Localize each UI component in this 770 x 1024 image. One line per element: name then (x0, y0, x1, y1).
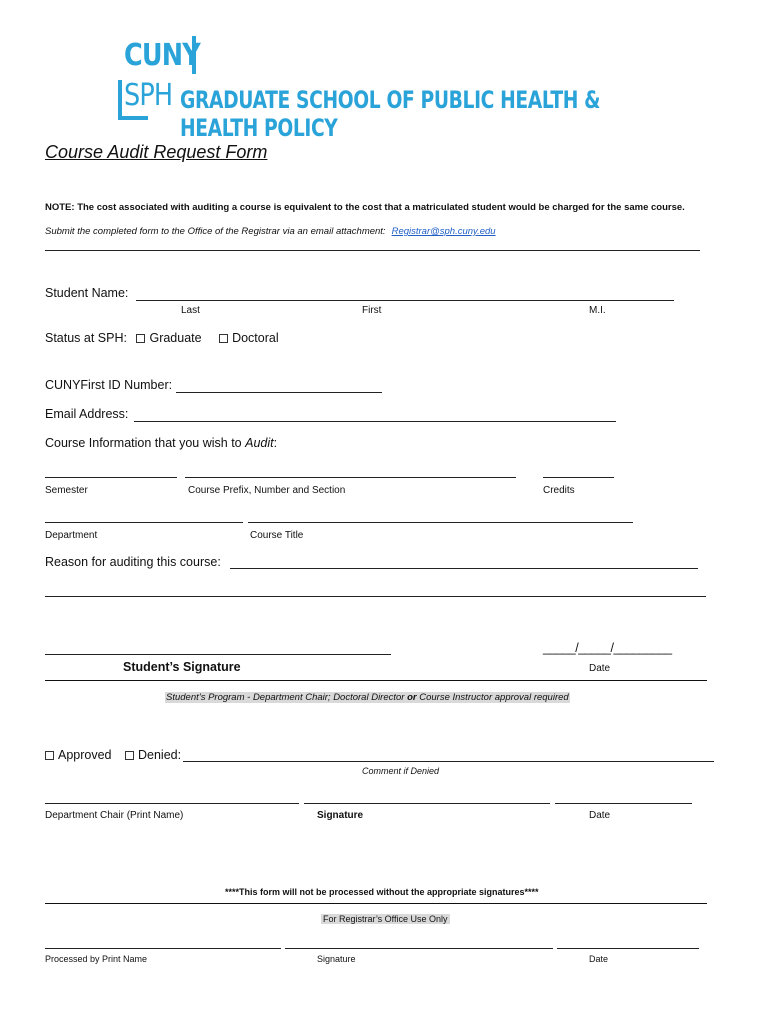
section-divider (45, 680, 707, 681)
status-label: Status at SPH: (45, 331, 127, 345)
credits-field[interactable] (543, 477, 614, 478)
first-name-caption: First (362, 305, 382, 316)
cunyfirst-field[interactable] (176, 392, 382, 393)
semester-caption: Semester (45, 485, 88, 496)
status-row (45, 331, 279, 345)
student-date-field[interactable]: _____/_____/_________ (543, 641, 672, 655)
chair-signature-field[interactable] (304, 803, 550, 804)
signature-warning: ****This form will not be processed without the appropriate signatures**** (225, 887, 539, 897)
chair-print-name-field[interactable] (45, 803, 299, 804)
student-signature-caption: Student’s Signature (123, 660, 241, 674)
cost-note: NOTE: The cost associated with auditing a course is equivalent to the cost that a matriculated student would be charged for the same course. (45, 202, 685, 213)
department-caption: Department (45, 530, 98, 541)
student-date-caption: Date (589, 663, 611, 674)
approved-checkbox[interactable] (45, 751, 54, 760)
comment-caption: Comment if Denied (362, 766, 440, 776)
course-title-caption: Course Title (250, 530, 304, 541)
graduate-checkbox[interactable] (136, 334, 145, 343)
course-prefix-field[interactable] (185, 477, 516, 478)
email-field[interactable] (134, 421, 616, 422)
registrar-signature-field[interactable] (285, 948, 553, 949)
processed-by-field[interactable] (45, 948, 281, 949)
denied-checkbox[interactable] (125, 751, 134, 760)
form-title: Course Audit Request Form (45, 142, 268, 162)
cunyfirst-label: CUNYFirst ID Number: (45, 378, 173, 392)
registrar-email-link[interactable]: Registrar@sph.cuny.edu (391, 226, 496, 237)
email-label: Email Address: (45, 407, 129, 421)
submit-instructions (45, 226, 496, 237)
chair-date-field[interactable] (555, 803, 692, 804)
registrar-use-banner: For Registrar’s Office Use Only (323, 914, 448, 924)
credits-caption: Credits (543, 485, 575, 496)
denied-option[interactable]: Denied: (125, 748, 181, 762)
audit-word: Audit (245, 436, 274, 450)
reason-label: Reason for auditing this course: (45, 555, 221, 569)
registrar-date-field[interactable] (557, 948, 699, 949)
separator-line (45, 250, 700, 251)
course-title-field[interactable] (248, 522, 633, 523)
denial-comment-field[interactable] (183, 761, 714, 762)
registrar-signature-caption: Signature (317, 954, 356, 964)
logo-cuny-text: CUNY (124, 38, 200, 73)
last-name-caption: Last (181, 305, 200, 316)
reason-field-line2[interactable] (45, 596, 706, 597)
chair-date-caption: Date (589, 810, 611, 821)
logo-sph-text: SPH (124, 78, 173, 113)
student-name-field[interactable] (136, 300, 674, 301)
school-name: GRADUATE SCHOOL OF PUBLIC HEALTH & HEALTH POLICY (180, 86, 601, 142)
submit-text: Submit the completed form to the Office of the Registrar via an email attachment: (45, 226, 386, 237)
doctoral-checkbox[interactable] (219, 334, 228, 343)
approved-option[interactable]: Approved (45, 748, 112, 762)
semester-field[interactable] (45, 477, 177, 478)
chair-signature-caption: Signature (317, 810, 364, 821)
decision-row (45, 748, 181, 762)
processed-by-caption: Processed by Print Name (45, 954, 148, 964)
registrar-date-caption: Date (589, 954, 609, 964)
course-info-heading: Course Information that you wish to Audit: (45, 436, 278, 450)
student-signature-field[interactable] (45, 654, 391, 655)
reason-field-line1[interactable] (230, 568, 698, 569)
mi-caption: M.I. (589, 305, 606, 316)
doctoral-option[interactable]: Doctoral (219, 331, 279, 345)
department-field[interactable] (45, 522, 243, 523)
chair-print-name-caption: Department Chair (Print Name) (45, 810, 184, 821)
footer-divider (45, 903, 707, 904)
approval-requirement-note: Student’s Program - Department Chair; Doctoral Director or Course Instructor approval required (166, 692, 569, 703)
course-prefix-caption: Course Prefix, Number and Section (188, 485, 346, 496)
student-name-label: Student Name: (45, 286, 129, 300)
graduate-option[interactable]: Graduate (136, 331, 201, 345)
